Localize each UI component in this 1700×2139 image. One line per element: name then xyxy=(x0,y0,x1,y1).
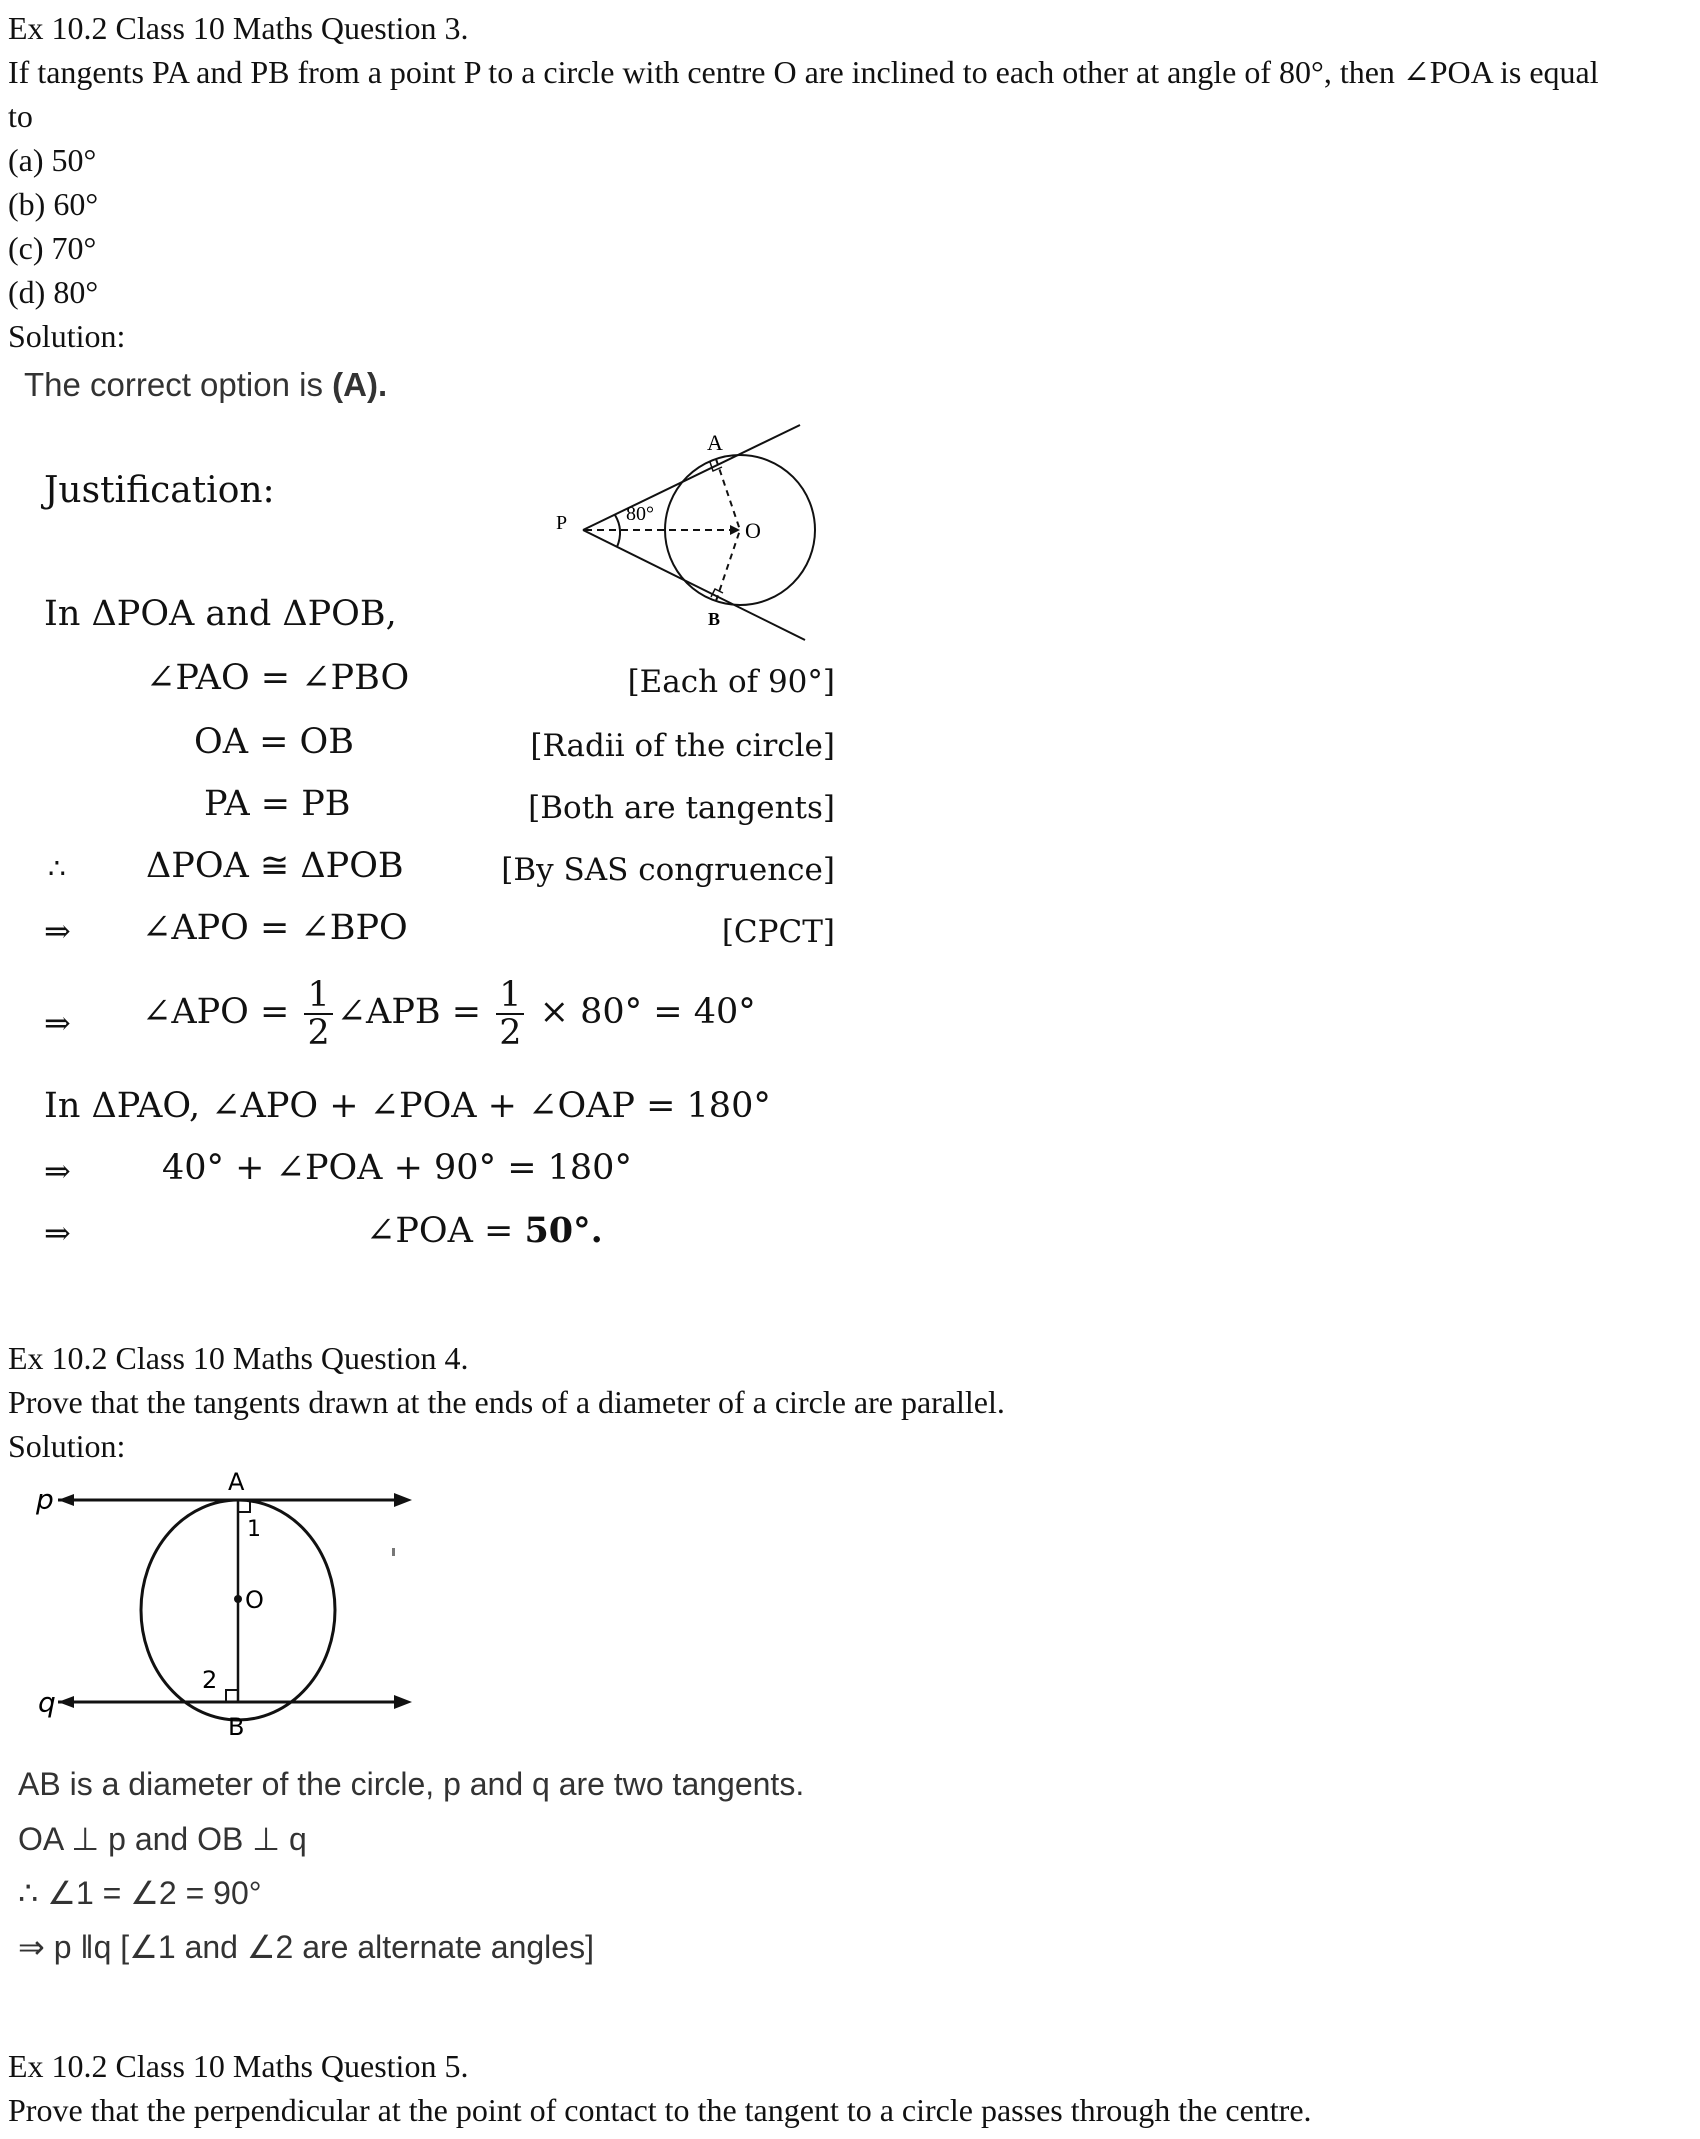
q3-label-a: A xyxy=(707,430,723,455)
q3-sum-symbol: ⇒ xyxy=(44,1152,71,1190)
q3-step-3-reason: [Both are tangents] xyxy=(528,790,835,826)
q3-in-triangles: In ΔPOA and ΔPOB, xyxy=(44,594,397,634)
q3-half-step-rhs: × 80° = 40° xyxy=(539,992,756,1032)
q4-right-angle-b xyxy=(226,1690,238,1702)
q3-final-expr: ∠POA = xyxy=(366,1211,525,1251)
q4-line-3: ∴ ∠1 = ∠2 = 90° xyxy=(18,1875,262,1911)
q3-correct-prefix: The correct option is xyxy=(24,366,333,403)
q3-step-4-expr: ΔPOA ≅ ΔPOB xyxy=(146,846,404,886)
q3-half-fraction-2-den: 2 xyxy=(499,1012,522,1053)
q4-arrow-p-left xyxy=(58,1494,74,1506)
q4-label-a: A xyxy=(228,1472,245,1496)
q3-question-line1: If tangents PA and PB from a point P to a circle with centre O are inclined to each other at angle of 80°, then ∠POA is equal xyxy=(8,54,1599,90)
q4-line-1: AB is a diameter of the circle, p and q are two tangents. xyxy=(18,1766,805,1802)
q3-solution-label: Solution: xyxy=(8,318,126,354)
q3-label-b: B xyxy=(708,609,721,629)
q3-option-a: (a) 50° xyxy=(8,142,97,178)
q3-step-4-symbol: ∴ xyxy=(48,852,66,885)
q3-question-line2: to xyxy=(8,98,33,134)
q3-half-step-lhs: ∠APO = xyxy=(142,992,290,1032)
q3-final-value: 50°. xyxy=(524,1210,603,1251)
q3-half-fraction-2 xyxy=(496,974,524,1053)
q3-step-1-expr: ∠PAO = ∠PBO xyxy=(146,658,410,698)
q3-final-line xyxy=(366,1210,603,1251)
q4-solution-label: Solution: xyxy=(8,1428,126,1464)
q4-line-2: OA ⊥ p and OB ⊥ q xyxy=(18,1821,307,1857)
q4-label-o: O xyxy=(245,1586,264,1614)
q4-arrow-q-right xyxy=(394,1695,412,1709)
q3-half-step-mid: ∠APB = xyxy=(336,992,482,1032)
q3-heading: Ex 10.2 Class 10 Maths Question 3. xyxy=(8,10,469,46)
q3-radius-oa xyxy=(716,459,740,530)
q3-half-fraction-1-num: 1 xyxy=(304,977,332,1015)
q3-step-1-reason: [Each of 90°] xyxy=(627,664,835,700)
q4-center-point xyxy=(234,1595,242,1603)
q4-label-b: B xyxy=(228,1713,245,1741)
q3-step-5-symbol: ⇒ xyxy=(44,912,71,950)
q3-tangent-pa xyxy=(583,425,800,530)
q5-heading: Ex 10.2 Class 10 Maths Question 5. xyxy=(8,2048,469,2084)
q4-label-p: p xyxy=(36,1483,54,1516)
q3-half-step xyxy=(142,976,756,1051)
q4-arrow-q-left xyxy=(58,1696,74,1708)
q3-label-p: P xyxy=(556,512,568,534)
q3-label-angle: 80° xyxy=(626,503,654,525)
q3-step-4-reason: [By SAS congruence] xyxy=(501,852,835,888)
q3-step-2-reason: [Radii of the circle] xyxy=(530,728,835,764)
q4-label-q: q xyxy=(38,1686,56,1719)
q3-option-c: (c) 70° xyxy=(8,230,97,266)
q3-option-d: (d) 80° xyxy=(8,274,99,310)
q3-justification-title: Justification: xyxy=(44,470,275,511)
q4-label-2: 2 xyxy=(202,1666,218,1694)
q3-step-5-reason: [CPCT] xyxy=(721,914,835,950)
q3-in-pao: In ΔPAO, ∠APO + ∠POA + ∠OAP = 180° xyxy=(44,1086,771,1126)
q3-half-fraction-1-den: 2 xyxy=(307,1012,330,1053)
q4-heading: Ex 10.2 Class 10 Maths Question 4. xyxy=(8,1340,469,1376)
q3-step-5-expr: ∠APO = ∠BPO xyxy=(142,908,408,948)
q4-question: Prove that the tangents drawn at the ends of a diameter of a circle are parallel. xyxy=(8,1384,1005,1420)
q3-label-o: O xyxy=(745,518,761,543)
q3-sum-expr: 40° + ∠POA + 90° = 180° xyxy=(162,1148,632,1188)
q3-half-step-symbol: ⇒ xyxy=(44,1004,71,1042)
q4-figure xyxy=(30,1472,430,1742)
q3-correct-option: (A). xyxy=(332,366,388,403)
q3-half-fraction-1 xyxy=(304,974,332,1053)
q4-line-4: ⇒ p ǁq [∠1 and ∠2 are alternate angles] xyxy=(18,1929,594,1965)
q4-label-1: 1 xyxy=(247,1517,261,1542)
q3-step-3-expr: PA = PB xyxy=(204,784,351,824)
q4-stray-mark xyxy=(392,1548,395,1556)
q4-arrow-p-right xyxy=(394,1493,412,1507)
q3-correct-option-line xyxy=(24,366,387,404)
q3-radius-ob xyxy=(716,530,740,601)
q3-half-fraction-2-num: 1 xyxy=(496,977,524,1015)
q3-figure xyxy=(540,415,860,655)
q3-final-symbol: ⇒ xyxy=(44,1214,71,1252)
q3-option-b: (b) 60° xyxy=(8,186,99,222)
q5-question: Prove that the perpendicular at the point of contact to the tangent to a circle passes through the centre. xyxy=(8,2092,1312,2128)
q3-step-2-expr: OA = OB xyxy=(194,722,354,762)
